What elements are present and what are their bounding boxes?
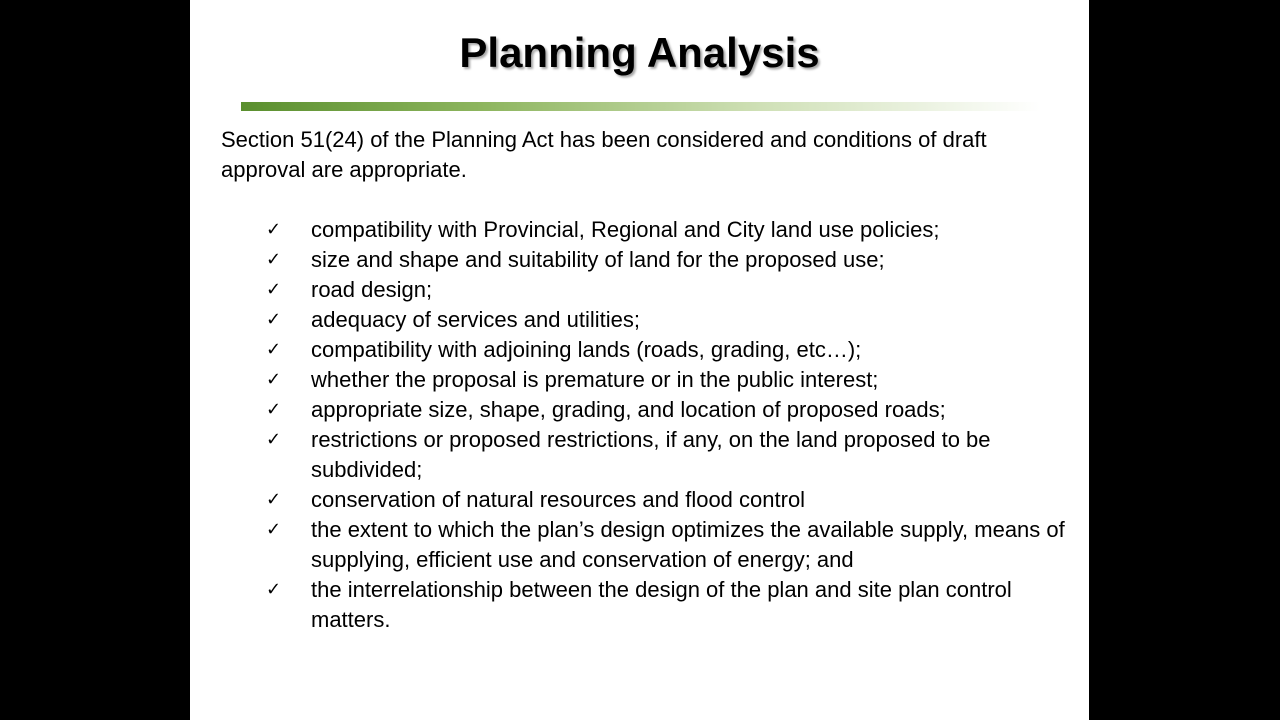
slide-title: Planning Analysis xyxy=(459,29,820,76)
list-item xyxy=(266,485,1066,515)
list-item xyxy=(266,515,1066,575)
checkmark-icon: ✓ xyxy=(266,369,282,390)
checkmark-icon: ✓ xyxy=(266,519,282,540)
list-item-text: appropriate size, shape, grading, and location of proposed roads; xyxy=(311,397,946,422)
slide xyxy=(190,0,1089,720)
checkmark-icon: ✓ xyxy=(266,249,282,270)
checkmark-icon: ✓ xyxy=(266,429,282,450)
list-item-text: adequacy of services and utilities; xyxy=(311,307,640,332)
list-item-text: compatibility with Provincial, Regional and City land use policies; xyxy=(311,217,940,242)
list-item-text: whether the proposal is premature or in the public interest; xyxy=(311,367,879,392)
list-item xyxy=(266,395,1066,425)
checkmark-icon: ✓ xyxy=(266,219,282,240)
checkmark-icon: ✓ xyxy=(266,339,282,360)
list-item xyxy=(266,425,1066,485)
list-item xyxy=(266,245,1066,275)
list-item-text: the interrelationship between the design of the plan and site plan control matters. xyxy=(311,577,1012,632)
list-item-text: the extent to which the plan’s design optimizes the available supply, means of supplying, efficient use and conservation of energy; and xyxy=(311,517,1065,572)
checkmark-icon: ✓ xyxy=(266,399,282,420)
checkmark-icon: ✓ xyxy=(266,579,282,600)
list-item xyxy=(266,575,1066,635)
checkmark-icon: ✓ xyxy=(266,279,282,300)
list-item xyxy=(266,335,1066,365)
list-item xyxy=(266,305,1066,335)
list-item-text: road design; xyxy=(311,277,433,302)
list-item xyxy=(266,365,1066,395)
checkmark-icon: ✓ xyxy=(266,309,282,330)
list-item-text: conservation of natural resources and flood control xyxy=(311,487,806,512)
list-item xyxy=(266,215,1066,245)
list-item-text: restrictions or proposed restrictions, if any, on the land proposed to be subdivided; xyxy=(311,427,991,482)
intro-paragraph: Section 51(24) of the Planning Act has been considered and conditions of draft approval are appropriate. xyxy=(221,127,987,182)
list-item-text: size and shape and suitability of land for the proposed use; xyxy=(311,247,885,272)
checklist xyxy=(266,215,1066,635)
title-underline xyxy=(241,102,1040,111)
list-item-text: compatibility with adjoining lands (roads, grading, etc…); xyxy=(311,337,862,362)
list-item xyxy=(266,275,1066,305)
checkmark-icon: ✓ xyxy=(266,489,282,510)
